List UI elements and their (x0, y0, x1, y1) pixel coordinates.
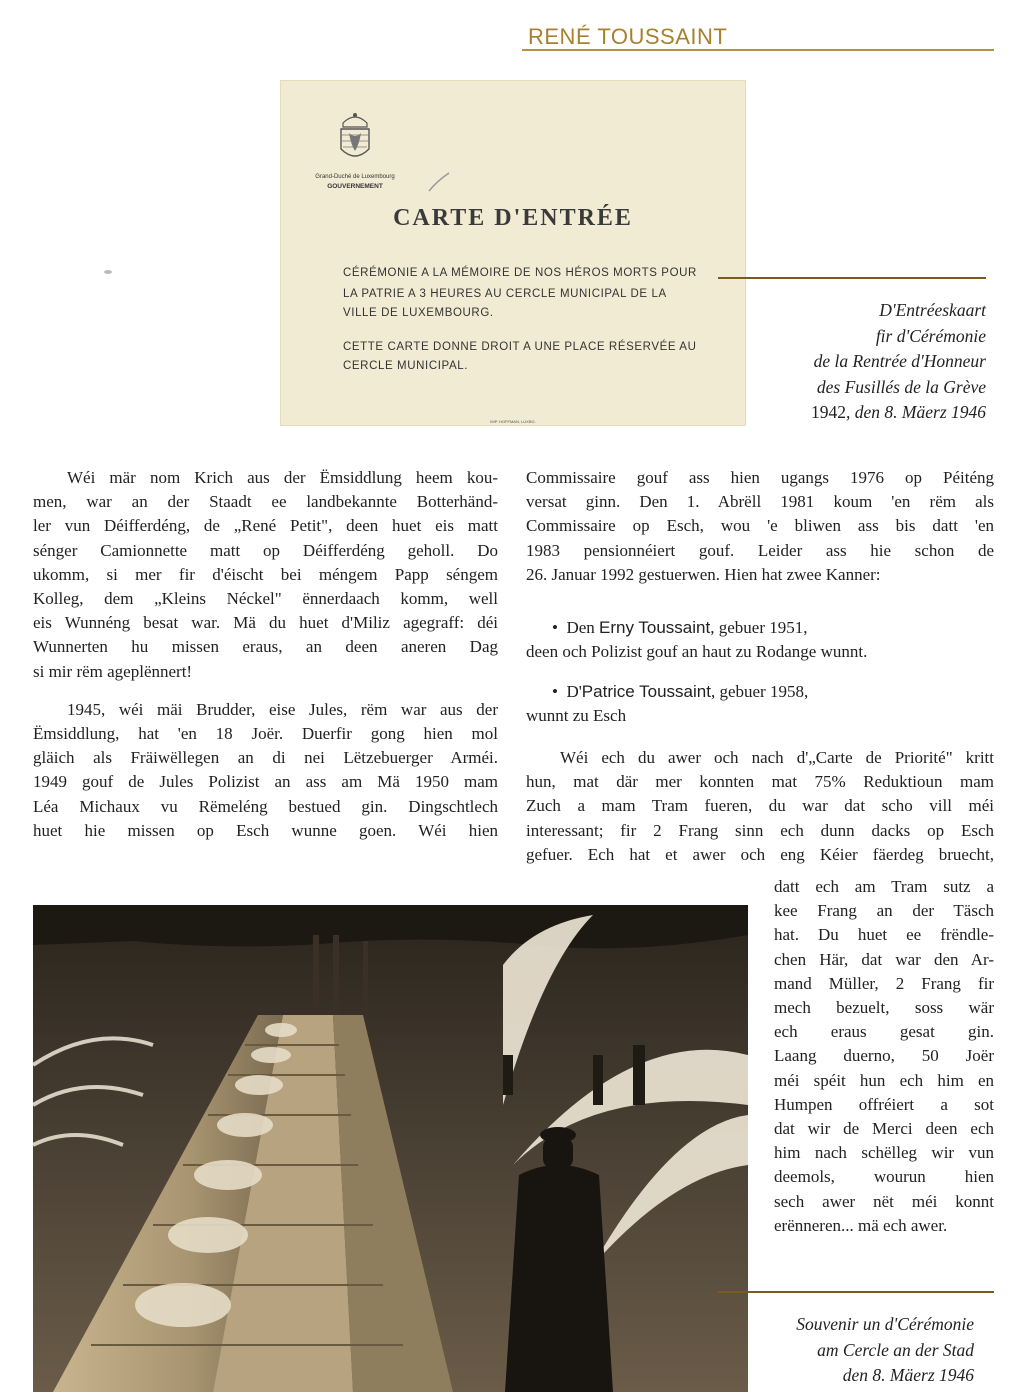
text-line: deemols, wourun hien (774, 1167, 994, 1187)
luxembourg-crest-icon (335, 109, 375, 165)
caption-line (700, 400, 986, 426)
text-line: Wéi mär nom Krich aus der Ëmsiddlung heem kou- (67, 468, 498, 487)
text-line: 1949 gouf de Jules Polizist an ass am Mä 1950 mam (33, 772, 498, 792)
caption-line: am Cercle an der Stad (817, 1339, 974, 1360)
card-heading: CARTE D'ENTRÉE (393, 205, 633, 231)
text-line: Laang duerno, 50 Joër (774, 1046, 994, 1066)
card-issuer-line1: Grand-Duché de Luxembourg (315, 174, 395, 180)
text-line: hun, mat där mer konnten mat 75% Reduktioun mam (526, 772, 994, 792)
text-line: versat ginn. Den 1. Abrëll 1981 koum 'en rëm als (526, 492, 994, 512)
paragraph (526, 746, 994, 867)
bullet-continuation: wunnt zu Esch (526, 706, 627, 726)
right-column-top (526, 466, 994, 587)
scan-speck (103, 262, 113, 268)
text-line: méi spéit hun ech him en (774, 1070, 994, 1090)
caption-date: , den 8. Mäerz 1946 (846, 402, 986, 422)
text-line: Zuch a mam Tram fueren, du war dat scho vill méi (526, 796, 994, 816)
card-line: CÉRÉMONIE A LA MÉMOIRE DE NOS HÉROS MORTS POUR (343, 267, 697, 279)
pen-mark-icon (427, 171, 451, 193)
caption-year: 1942 (811, 402, 847, 422)
text-line: Commissaire op Esch, wou 'e bliwen ass bis datt 'en (526, 516, 994, 536)
bullet-first-line: • D'Patrice Toussaint, gebuer 1958, (552, 682, 809, 701)
caption-line: des Fusillés de la Grève (816, 376, 986, 397)
text-line: gläich als Fräiwëllegen an di nei Lëtzebuerger Arméi. (33, 748, 498, 768)
text-line: 26. Januar 1992 gestuerwen. Hien hat zwee Kanner: (526, 564, 881, 584)
text-line: Humpen offréiert a sot (774, 1094, 994, 1114)
card-line: LA PATRIE A 3 HEURES AU CERCLE MUNICIPAL DE LA (343, 288, 667, 300)
text-line: Wéi ech du awer och nach d'„Carte de Priorité" kritt (560, 748, 994, 767)
text-line: interessant; fir 2 Frang sinn ech dunn dacks op Esch (526, 820, 994, 840)
left-column (33, 466, 498, 843)
text-line: Léa Michaux vu Rëmeléng bestued gin. Dingschtlech (33, 796, 498, 816)
text-line: Ëmsiddlung, hat 'en 18 Joër. Duerfir gong hien mol (33, 724, 498, 744)
caption-line: de la Rentrée d'Honneur (813, 351, 986, 371)
text-line: mand Müller, 2 Frang fir (774, 973, 994, 993)
text-line: ech eraus gesat gin. (774, 1022, 994, 1042)
card-line: CERCLE MUNICIPAL. (343, 360, 469, 372)
text-line: datt ech am Tram sutz a (774, 877, 994, 896)
photo-caption (720, 1312, 974, 1389)
card-line: VILLE DE LUXEMBOURG. (343, 307, 494, 319)
text-line: Wunnerten hu missen eraus, an deen aneren Dag (33, 637, 498, 657)
running-title: RENÉ TOUSSAINT (528, 24, 728, 49)
text-line: kee Frang an der Täsch (774, 901, 994, 921)
text-line: si mir rëm ageplënnert! (33, 661, 193, 681)
child-name: Erny Toussaint (599, 618, 711, 637)
bullet-first-line: • Den Erny Toussaint, gebuer 1951, (552, 618, 808, 637)
text-line: 1945, wéi mäi Brudder, eise Jules, rëm war aus der (67, 699, 498, 719)
paragraph (33, 698, 498, 843)
text-line: dat wir de Merci deen ech (774, 1119, 994, 1139)
entry-card-image (280, 80, 746, 426)
bullet-item (526, 616, 994, 664)
text-line: hat. Du huet ee frëndle- (774, 925, 994, 945)
text-line: erënneren... mä ech awer. (774, 1215, 948, 1235)
caption-line: den 8. Mäerz 1946 (842, 1365, 974, 1385)
text-line: Kolleg, dem „Kleins Néckel" ënnerdaach komm, well (33, 589, 498, 609)
card-issuer-line2: GOUVERNEMENT (327, 183, 383, 190)
card-printer-mark: IMP. HOFFMAN, LUXBG. (490, 419, 536, 424)
text-line: sech awer nët méi konnt (774, 1191, 994, 1211)
text-line: gefuer. Ech hat et awer och eng Kéier fäerdeg bruecht, (526, 844, 994, 864)
text-line: men, war an der Staadt ee landbekannte Botterhänd- (33, 492, 498, 512)
caption-line: D'Entréeskaart (879, 300, 986, 320)
text-line: eis Wunnéng besat war. Mä du huet d'Miliz agegraff: déi (33, 613, 498, 633)
right-column-para (526, 746, 994, 867)
caption-line: Souvenir un d'Cérémonie (796, 1314, 974, 1334)
paragraph (33, 466, 498, 684)
text-line: chen Här, dat war den Ar- (774, 949, 994, 969)
text-line: 1983 pensionnéiert gouf. Leider ass hie schon de (526, 540, 994, 560)
header-rule (522, 49, 994, 51)
caption-line: fir d'Cérémonie (875, 325, 986, 346)
text-line: him nach schëlleg wir vun (774, 1143, 994, 1163)
text-line: mech bezuelt, soss wär (774, 998, 994, 1018)
card-caption (700, 298, 986, 426)
text-line: Commissaire gouf ass hien ugangs 1976 op Péiténg (526, 468, 994, 487)
paragraph (526, 466, 994, 587)
bullet-continuation: deen och Polizist gouf an haut zu Rodange wunnt. (526, 642, 868, 662)
ceremony-photo (33, 905, 748, 1392)
photo-caption-rule (718, 1291, 994, 1293)
bullet-item (526, 680, 994, 728)
text-line: ler vun Déifferdéng, de „René Petit", deen huet eis matt (33, 516, 498, 536)
paragraph (774, 875, 994, 1238)
card-caption-rule (718, 277, 986, 279)
card-line: CETTE CARTE DONNE DROIT A UNE PLACE RÉSERVÉE AU (343, 341, 697, 353)
text-line: sénger Camionnette matt op Déifferdéng geholl. Do (33, 540, 498, 560)
text-line: ukomm, si mer fir d'éischt bei méngem Papp séngem (33, 564, 498, 584)
text-line: huet hie missen op Esch wunne goen. Wéi hien (33, 820, 498, 840)
right-column-narrow (774, 875, 994, 1238)
child-name: Patrice Toussaint (581, 682, 711, 701)
